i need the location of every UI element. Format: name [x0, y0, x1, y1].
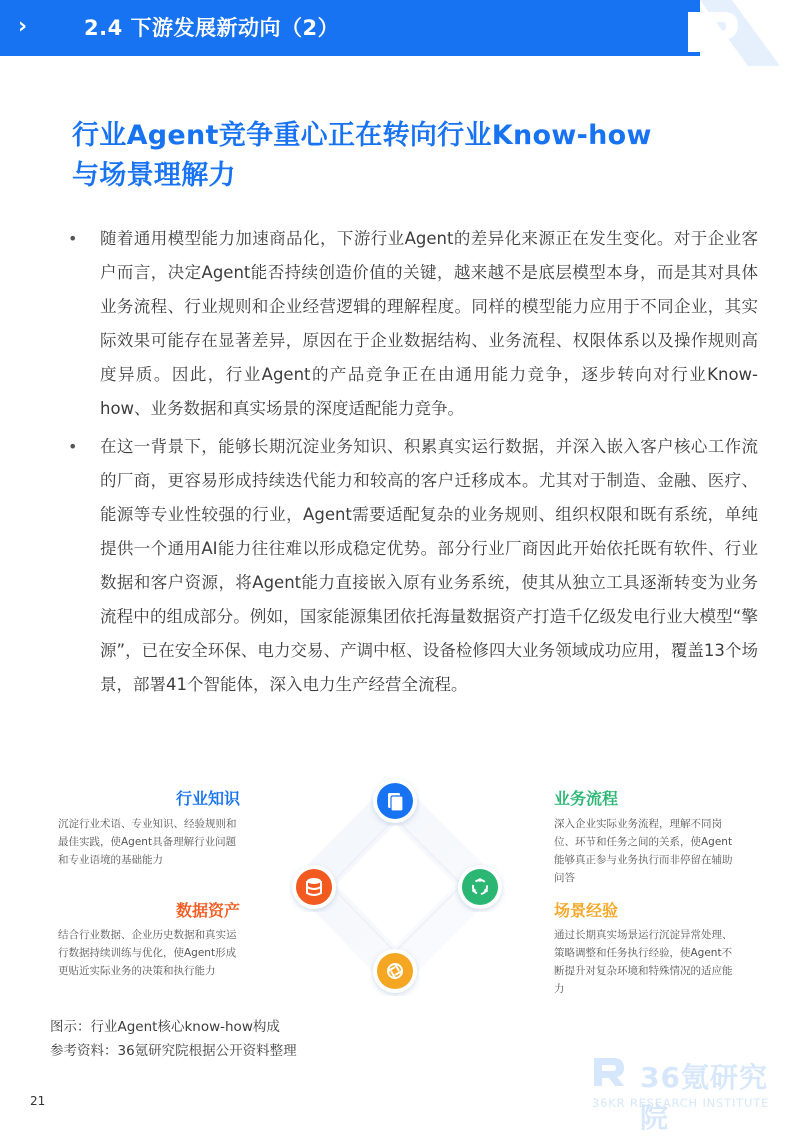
bullet-marker: • [68, 229, 78, 248]
figure-caption: 图示：行业Agent核心know-how构成 [50, 1019, 280, 1035]
node-title-data: 数据资产 [176, 901, 241, 920]
bullet-list [68, 222, 758, 702]
bullet-text: 在这一背景下，能够长期沉淀业务知识、积累真实运行数据，并深入嵌入客户核心工作流的厂商，更容易形成持续迭代能力和较高的客户迁移成本。尤其对于制造、金融、医疗、能源等专业性较强的行业，Agent需要适配复杂的业务规则、组织权限和既有系统，单纯提供一个通用AI能力往往难以形成稳定优势。部分行业厂商因此开始依托既有软件、行业数据和客户资源，将Agent能力直接嵌入原有业务系统，使其从独立工具逐渐转变为业务流程中的组成部分。例如，国家能源集团依托海量数据资产打造千亿级发电行业大模型“擎源”，已在安全环保、电力交易、产调中枢、设备检修四大业务领域成功应用，覆盖13个场景，部署41个智能体，深入电力生产经营全流程。 [100, 437, 758, 694]
aperture-icon [370, 946, 420, 996]
node-desc-knowledge: 沉淀行业术语、专业知识、经验规则和最佳实践，使Agent具备理解行业问题和专业语境的基础能力 [58, 818, 237, 866]
page-header [0, 0, 794, 56]
heading-line-1: 行业Agent竞争重心正在转向行业Know-how [72, 120, 652, 151]
node-desc-data: 结合行业数据、企业历史数据和真实运行数据持续训练与优化，使Agent形成更贴近实际业务的决策和执行能力 [58, 929, 237, 977]
bullet-marker: • [68, 437, 78, 456]
node-desc-scene: 通过长期真实场景运行沉淀异常处理、策略调整和任务执行经验，使Agent不断提升对复杂环境和特殊情况的适应能力 [554, 929, 733, 995]
source-caption: 参考资料：36氪研究院根据公开资料整理 [50, 1043, 297, 1059]
page-number: 21 [30, 1094, 46, 1108]
node-title-process: 业务流程 [554, 789, 619, 808]
heading-line-2: 与场景理解力 [72, 160, 236, 191]
document-icon [370, 776, 420, 826]
cycle-icon [455, 862, 505, 912]
node-title-knowledge: 行业知识 [176, 789, 241, 808]
knowhow-diagram [0, 770, 794, 1010]
bullet-item [68, 222, 758, 426]
watermark-name: 36氪研究院 [640, 1061, 768, 1134]
node-title-scene: 场景经验 [554, 901, 619, 920]
watermark-subtitle: 36KR RESEARCH INSTITUTE [592, 1096, 770, 1110]
bullet-text: 随着通用模型能力加速商品化，下游行业Agent的差异化来源正在发生变化。对于企业客户而言，决定Agent能否持续创造价值的关键，越来越不是底层模型本身，而是其对具体业务流程、行业规则和企业经营逻辑的理解程度。同样的模型能力应用于不同企业，其实际效果可能存在显著差异，原因在于企业数据结构、业务流程、权限体系以及操作规则高度异质。因此，行业Agent的产品竞争正在由通用能力竞争，逐步转向对行业Know-how、业务数据和真实场景的深度适配能力竞争。 [100, 229, 758, 418]
section-title: 2.4 下游发展新动向（2） [84, 16, 340, 40]
node-desc-process: 深入企业实际业务流程，理解不同岗位、环节和任务之间的关系，使Agent能够真正参与业务执行而非停留在辅助问答 [554, 818, 733, 884]
chevron-right-icon: › [18, 14, 28, 39]
bullet-item [68, 430, 758, 702]
page-heading [72, 116, 752, 196]
brand-logo-icon [680, 0, 794, 66]
database-icon [289, 862, 339, 912]
watermark-logo-icon [590, 1052, 630, 1092]
